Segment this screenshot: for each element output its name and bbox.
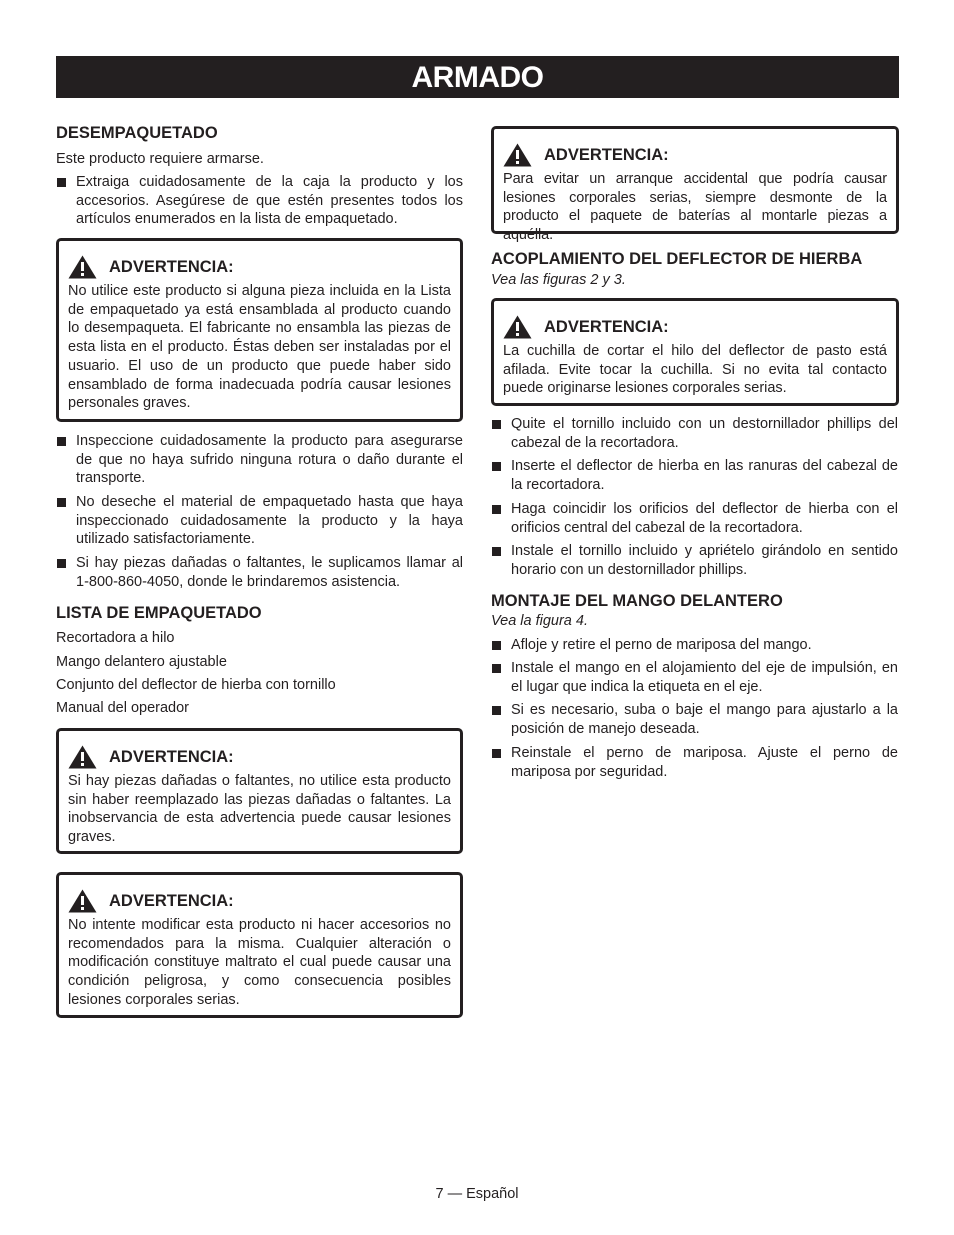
list-item: Extraiga cuidadosamente de la caja la producto y los accesorios. Asegúrese de que estén presentes todos los artículos enumerados en la lista de empaquetado. (56, 173, 463, 229)
list-item: Inserte el deflector de hierba en las ranuras del cabezal de la recortadora. (491, 457, 898, 494)
lista-item: Manual del operador (56, 700, 190, 716)
lista-item: Conjunto del deflector de hierba con tornillo (56, 677, 336, 693)
warning-title: ADVERTENCIA: (109, 892, 234, 910)
list-item: Reinstale el perno de mariposa. Ajuste el perno de mariposa por seguridad. (491, 744, 898, 781)
warning-triangle-icon (68, 255, 97, 279)
bullet-icon (492, 462, 501, 471)
desempaquetado-heading: DESEMPAQUETADO (56, 124, 218, 142)
list-item: Instale el tornillo incluido y apriételo girándolo en sentido horario con un destornillador phillips. (491, 542, 898, 579)
mango-subtitle: Vea la figura 4. (491, 613, 588, 629)
warning-body: Para evitar un arranque accidental que podría causar lesiones corporales serias, siempre desmonte de la producto el paquete de baterías al montarle piezas a aquélla. (503, 171, 887, 244)
deflector-subtitle: Vea las figuras 2 y 3. (491, 272, 626, 288)
list-item: Haga coincidir los orificios del deflector de hierba con el orificios central del cabezal de la recortadora. (491, 500, 898, 537)
warning-box (56, 872, 463, 1018)
warning-box (491, 298, 899, 406)
page-footer: 7 — Español (435, 1186, 519, 1202)
bullet-icon (57, 437, 66, 446)
warning-body: No utilice este producto si alguna pieza incluida en la Lista de empaquetado ya está ensamblada al producto cuando lo desempaqueta. El fabricante no ensambla las piezas de esta lista en el producto. Éstas deben ser instaladas por el usuario. El uso de un producto que puede haber sido ensamblado de forma inadecuada podría causar lesiones personales graves. (68, 283, 451, 412)
warning-title: ADVERTENCIA: (109, 748, 234, 766)
warning-triangle-icon (68, 745, 97, 769)
bullet-icon (492, 505, 501, 514)
bullet-icon (492, 706, 501, 715)
warning-triangle-icon (68, 889, 97, 913)
warning-body: No intente modificar esta producto ni hacer accesorios no recomendados para la misma. Cualquier alteración o modificación constituye maltrato el cual puede causar una condición peligrosa, y como consecuencia posibles lesiones corporales serias. (68, 917, 451, 1008)
bullet-icon (492, 641, 501, 650)
desempaquetado-intro: Este producto requiere armarse. (56, 151, 264, 167)
bullet-icon (492, 547, 501, 556)
bullet-icon (57, 498, 66, 507)
lista-item: Recortadora a hilo (56, 630, 175, 646)
warning-body: La cuchilla de cortar el hilo del deflector de pasto está afilada. Evite tocar la cuchilla. Si no evita tal contacto puede originarse lesiones corporales serias. (503, 343, 887, 397)
warning-title: ADVERTENCIA: (109, 258, 234, 276)
list-item: Quite el tornillo incluido con un destornillador phillips del cabezal de la recortadora. (491, 415, 898, 452)
bullet-icon (492, 749, 501, 758)
list-item: No deseche el material de empaquetado hasta que haya inspeccionado cuidadosamente la producto y la haya utilizado satisfactoriamente. (56, 493, 463, 549)
mango-heading: MONTAJE DEL MANGO DELANTERO (491, 592, 783, 610)
list-item: Instale el mango en el alojamiento del eje de impulsión, en el lugar que indica la etiqueta en el eje. (491, 659, 898, 696)
bullet-icon (492, 664, 501, 673)
list-item: Si hay piezas dañadas o faltantes, le suplicamos llamar al 1-800-860-4050, donde le brindaremos asistencia. (56, 554, 463, 591)
list-item: Inspeccione cuidadosamente la producto para asegurarse de que no haya sufrido ninguna rotura o daño durante el transporte. (56, 432, 463, 488)
warning-box (56, 238, 463, 422)
page-title: ARMADO (56, 56, 899, 98)
bullet-icon (57, 559, 66, 568)
lista-item: Mango delantero ajustable (56, 654, 227, 670)
bullet-icon (492, 420, 501, 429)
warning-triangle-icon (503, 143, 532, 167)
warning-triangle-icon (503, 315, 532, 339)
deflector-heading: ACOPLAMIENTO DEL DEFLECTOR DE HIERBA (491, 250, 863, 268)
lista-heading: LISTA DE EMPAQUETADO (56, 604, 262, 622)
list-item: Afloje y retire el perno de mariposa del mango. (491, 636, 898, 655)
bullet-icon (57, 178, 66, 187)
warning-box (56, 728, 463, 854)
warning-title: ADVERTENCIA: (544, 318, 669, 336)
list-item: Si es necesario, suba o baje el mango para ajustarlo a la posición de manejo deseada. (491, 701, 898, 738)
warning-body: Si hay piezas dañadas o faltantes, no utilice esta producto sin haber reemplazado las piezas dañadas o faltantes. La inobservancia de esta advertencia puede causar lesiones graves. (68, 773, 451, 846)
warning-title: ADVERTENCIA: (544, 146, 669, 164)
warning-box (491, 126, 899, 244)
